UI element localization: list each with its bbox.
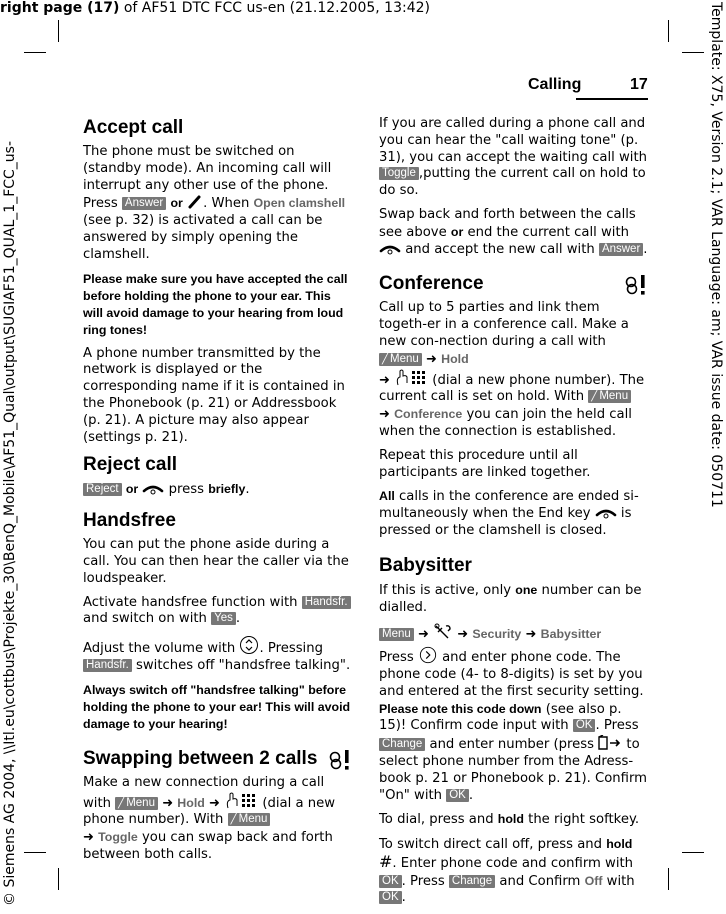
text: . Press (595, 718, 639, 734)
section-title: Calling (528, 76, 582, 93)
crop-mark (668, 20, 669, 42)
ok-key: OK (573, 719, 596, 732)
handsfree-heading: Handsfree (83, 510, 176, 532)
reject-call-text (83, 481, 353, 499)
text: (see also p. 15)! Confirm code input with (379, 701, 622, 734)
accept-call-text (83, 144, 353, 264)
crop-mark (24, 852, 46, 853)
text: calls in the conference are ended si-multaneously when the End key (379, 489, 639, 522)
conference-term: Conference (394, 407, 463, 422)
running-head (480, 76, 648, 100)
handsfree-text-3 (83, 635, 353, 675)
text: Press (379, 650, 418, 666)
security-term: Security (472, 627, 522, 642)
one-term: one (515, 582, 538, 597)
text: Call up to 5 parties and link them togeth-er in a conference call. Make a new con-nection during a call with (379, 300, 629, 349)
text: Adjust the volume with (83, 641, 240, 657)
text: Make a new connection during a call with (83, 774, 325, 811)
call-key-icon (187, 194, 203, 210)
or-text: or (450, 224, 464, 239)
open-clamshell-term: Open clamshell (253, 196, 346, 211)
swap-back-text (379, 207, 649, 258)
text: Swap back and forth between the calls see above (379, 206, 636, 240)
hold-term: hold (606, 837, 633, 852)
text: . Enter phone code and confirm with (392, 855, 634, 871)
text: (see p. 32) is activated a call can be answered by simply opening the clamshell. (83, 213, 323, 262)
network-service-icon (327, 749, 353, 771)
all-term: All (379, 489, 395, 504)
or-text: or (125, 482, 139, 497)
ok-key: OK (446, 789, 469, 802)
handsfree-key: Handsfr. (83, 659, 132, 672)
addressbook-icon (598, 735, 622, 751)
text: number can be dialled. (379, 582, 642, 615)
reject-call-heading: Reject call (83, 454, 177, 476)
running-head-rule (576, 98, 648, 100)
text: to select phone number from the Adress-book p. 21 or Phonebook p. 21). Confirm "On" with (379, 737, 647, 803)
text: and enter phone code. The phone code (4- to 8-digits) is set by you and entered at the first security setting. (379, 650, 644, 699)
change-key: Change (449, 875, 495, 888)
end-key-icon (142, 482, 164, 496)
text: with (602, 873, 635, 889)
toggle-term: Toggle (98, 830, 138, 845)
text: you can swap back and forth between both calls. (83, 830, 333, 862)
keypad-icon (394, 369, 428, 387)
yes-key: Yes (211, 612, 236, 625)
text: To switch direct call off, press and (379, 837, 607, 853)
text: press (168, 482, 204, 498)
side-template-text: Template: X75, Version 2.1; VAR Language: am; VAR issue date: 050711 (708, 2, 724, 508)
menu-key: ╱ Menu (115, 797, 158, 810)
end-key-icon (595, 506, 617, 520)
menu-key: ╱ Menu (588, 390, 631, 403)
print-header-info: of AF51 DTC FCC us-en (21.12.2005, 13:42) (119, 0, 430, 16)
arrow-icon: ➜ (162, 795, 174, 811)
text: you can join the held call when the connection is established. (379, 407, 632, 439)
babysitter-heading: Babysitter (379, 554, 472, 576)
babysitter-off-text (379, 836, 649, 907)
conference-repeat-text: Repeat this procedure until all participants are linked together. (379, 447, 591, 480)
text: end the current call with (463, 224, 629, 240)
text: and Confirm (495, 873, 585, 889)
text: ,putting the current call on hold to do so. (379, 166, 646, 199)
text: . When (203, 196, 254, 212)
end-key-icon (379, 242, 401, 256)
conference-end-text (379, 488, 649, 539)
handsfree-warning: Always switch off "handsfree talking" before holding the phone to your ear! This will avoid damage to your hearing! (83, 682, 351, 731)
babysitter-path (379, 623, 649, 644)
arrow-icon: ➜ (525, 627, 537, 643)
arrow-icon: ➜ (209, 795, 220, 811)
text: . (468, 787, 474, 803)
babysitter-intro (379, 582, 649, 617)
hold-term: Hold (441, 351, 469, 366)
left-column (83, 116, 353, 871)
text: switches off "handsfree talking". (131, 657, 351, 673)
handsfree-key: Handsfr. (302, 596, 351, 609)
crop-mark (682, 852, 704, 853)
arrow-icon: ➜ (379, 407, 390, 423)
text: . Pressing (259, 641, 323, 657)
keypad-icon (224, 792, 258, 810)
babysitter-dial-text (379, 811, 649, 829)
ok-key: OK (379, 891, 402, 904)
text: the right softkey. (523, 812, 640, 828)
accept-call-heading: Accept call (83, 117, 184, 138)
nav-right-icon (418, 646, 438, 664)
accept-call-warning: Please make sure you have accepted the call before holding the phone to your ear. This will avoid damage to your hearing from loud ring tones! (83, 271, 348, 337)
handsfree-text-1: You can put the phone aside during a call. You can then hear the caller via the loudspeaker. (83, 537, 349, 586)
menu-key: ╱ Menu (228, 813, 271, 826)
text: and switch on with (83, 611, 212, 627)
babysitter-code-text (379, 646, 649, 804)
text: (dial a new phone number). The current call is set on hold. With (379, 372, 645, 405)
text: and accept the new call with (401, 241, 599, 257)
arrow-icon: ➜ (379, 372, 390, 388)
change-key: Change (379, 738, 425, 751)
conference-text (379, 300, 649, 440)
text: (dial a new phone number). With (83, 795, 335, 828)
page-number: 17 (630, 76, 648, 93)
text: . (401, 890, 406, 906)
arrow-icon: ➜ (417, 627, 429, 643)
text: . (643, 241, 648, 257)
arrow-icon: ➜ (426, 351, 437, 367)
off-term: Off (584, 873, 603, 888)
arrow-icon: ➜ (83, 830, 94, 846)
hold-term: Hold (177, 795, 205, 810)
text: and enter number (press (425, 737, 599, 753)
reject-key: Reject (83, 483, 122, 496)
arrow-icon: ➜ (457, 627, 469, 643)
network-service-icon (623, 274, 649, 296)
handsfree-text-2 (83, 595, 353, 629)
swapping-heading (83, 747, 353, 771)
caller-id-text: A phone number transmitted by the network is displayed or the corresponding name if it is contained in the Phonebook (p. 21) or Addressbook (p. 21). A picture may also appear (settings p. 21). (83, 345, 345, 445)
print-header (0, 0, 430, 16)
ok-key: OK (379, 875, 402, 888)
toggle-key: Toggle (379, 167, 419, 180)
side-path-text: © Siemens AG 2004, \\Itl.eu\cottbus\Projekte_30\BenQ_Mobile\AF51_Qual\output\SUGIAF51_QUAL_1_FCC_us- (2, 140, 18, 906)
answer-key: Answer (122, 197, 166, 210)
crop-mark (24, 52, 46, 53)
hash-key-icon: # (379, 851, 393, 871)
crop-mark (668, 868, 669, 890)
settings-wrench-icon (433, 623, 453, 641)
conference-heading (379, 272, 649, 296)
heading-text: Conference (379, 273, 484, 295)
text: . (245, 482, 250, 498)
babysitter-term: Babysitter (540, 627, 602, 642)
crop-mark (58, 868, 59, 890)
menu-key: Menu (379, 628, 414, 641)
crop-mark (682, 52, 704, 53)
heading-text: Swapping between 2 calls (83, 747, 318, 769)
print-header-page: right page (17) (0, 0, 120, 16)
menu-key: ╱ Menu (379, 353, 422, 366)
hold-term: hold (497, 812, 524, 827)
right-column (379, 116, 649, 914)
swapping-text (83, 775, 353, 864)
text: If this is active, only (379, 582, 516, 598)
text: . (235, 611, 241, 627)
crop-mark (58, 20, 59, 42)
volume-key-icon (239, 635, 259, 655)
text: If you are called during a phone call and you can hear the "call waiting tone" (p. 31), you can accept the waiting call with (379, 116, 647, 165)
text: is pressed or the clamshell is closed. (379, 506, 632, 538)
answer-key: Answer (599, 243, 643, 256)
text: To dial, press and (379, 812, 498, 828)
or-text: or (170, 196, 183, 211)
briefly-term: briefly (208, 482, 246, 497)
text: The phone must be switched on (standby mode). An incoming call will interrupt any other use of the phone. Press (83, 144, 332, 212)
waiting-call-text (379, 116, 649, 200)
text: Activate handsfree function with (83, 594, 302, 610)
note-term: Please note this code down (379, 701, 542, 716)
text: . Press (401, 873, 449, 889)
